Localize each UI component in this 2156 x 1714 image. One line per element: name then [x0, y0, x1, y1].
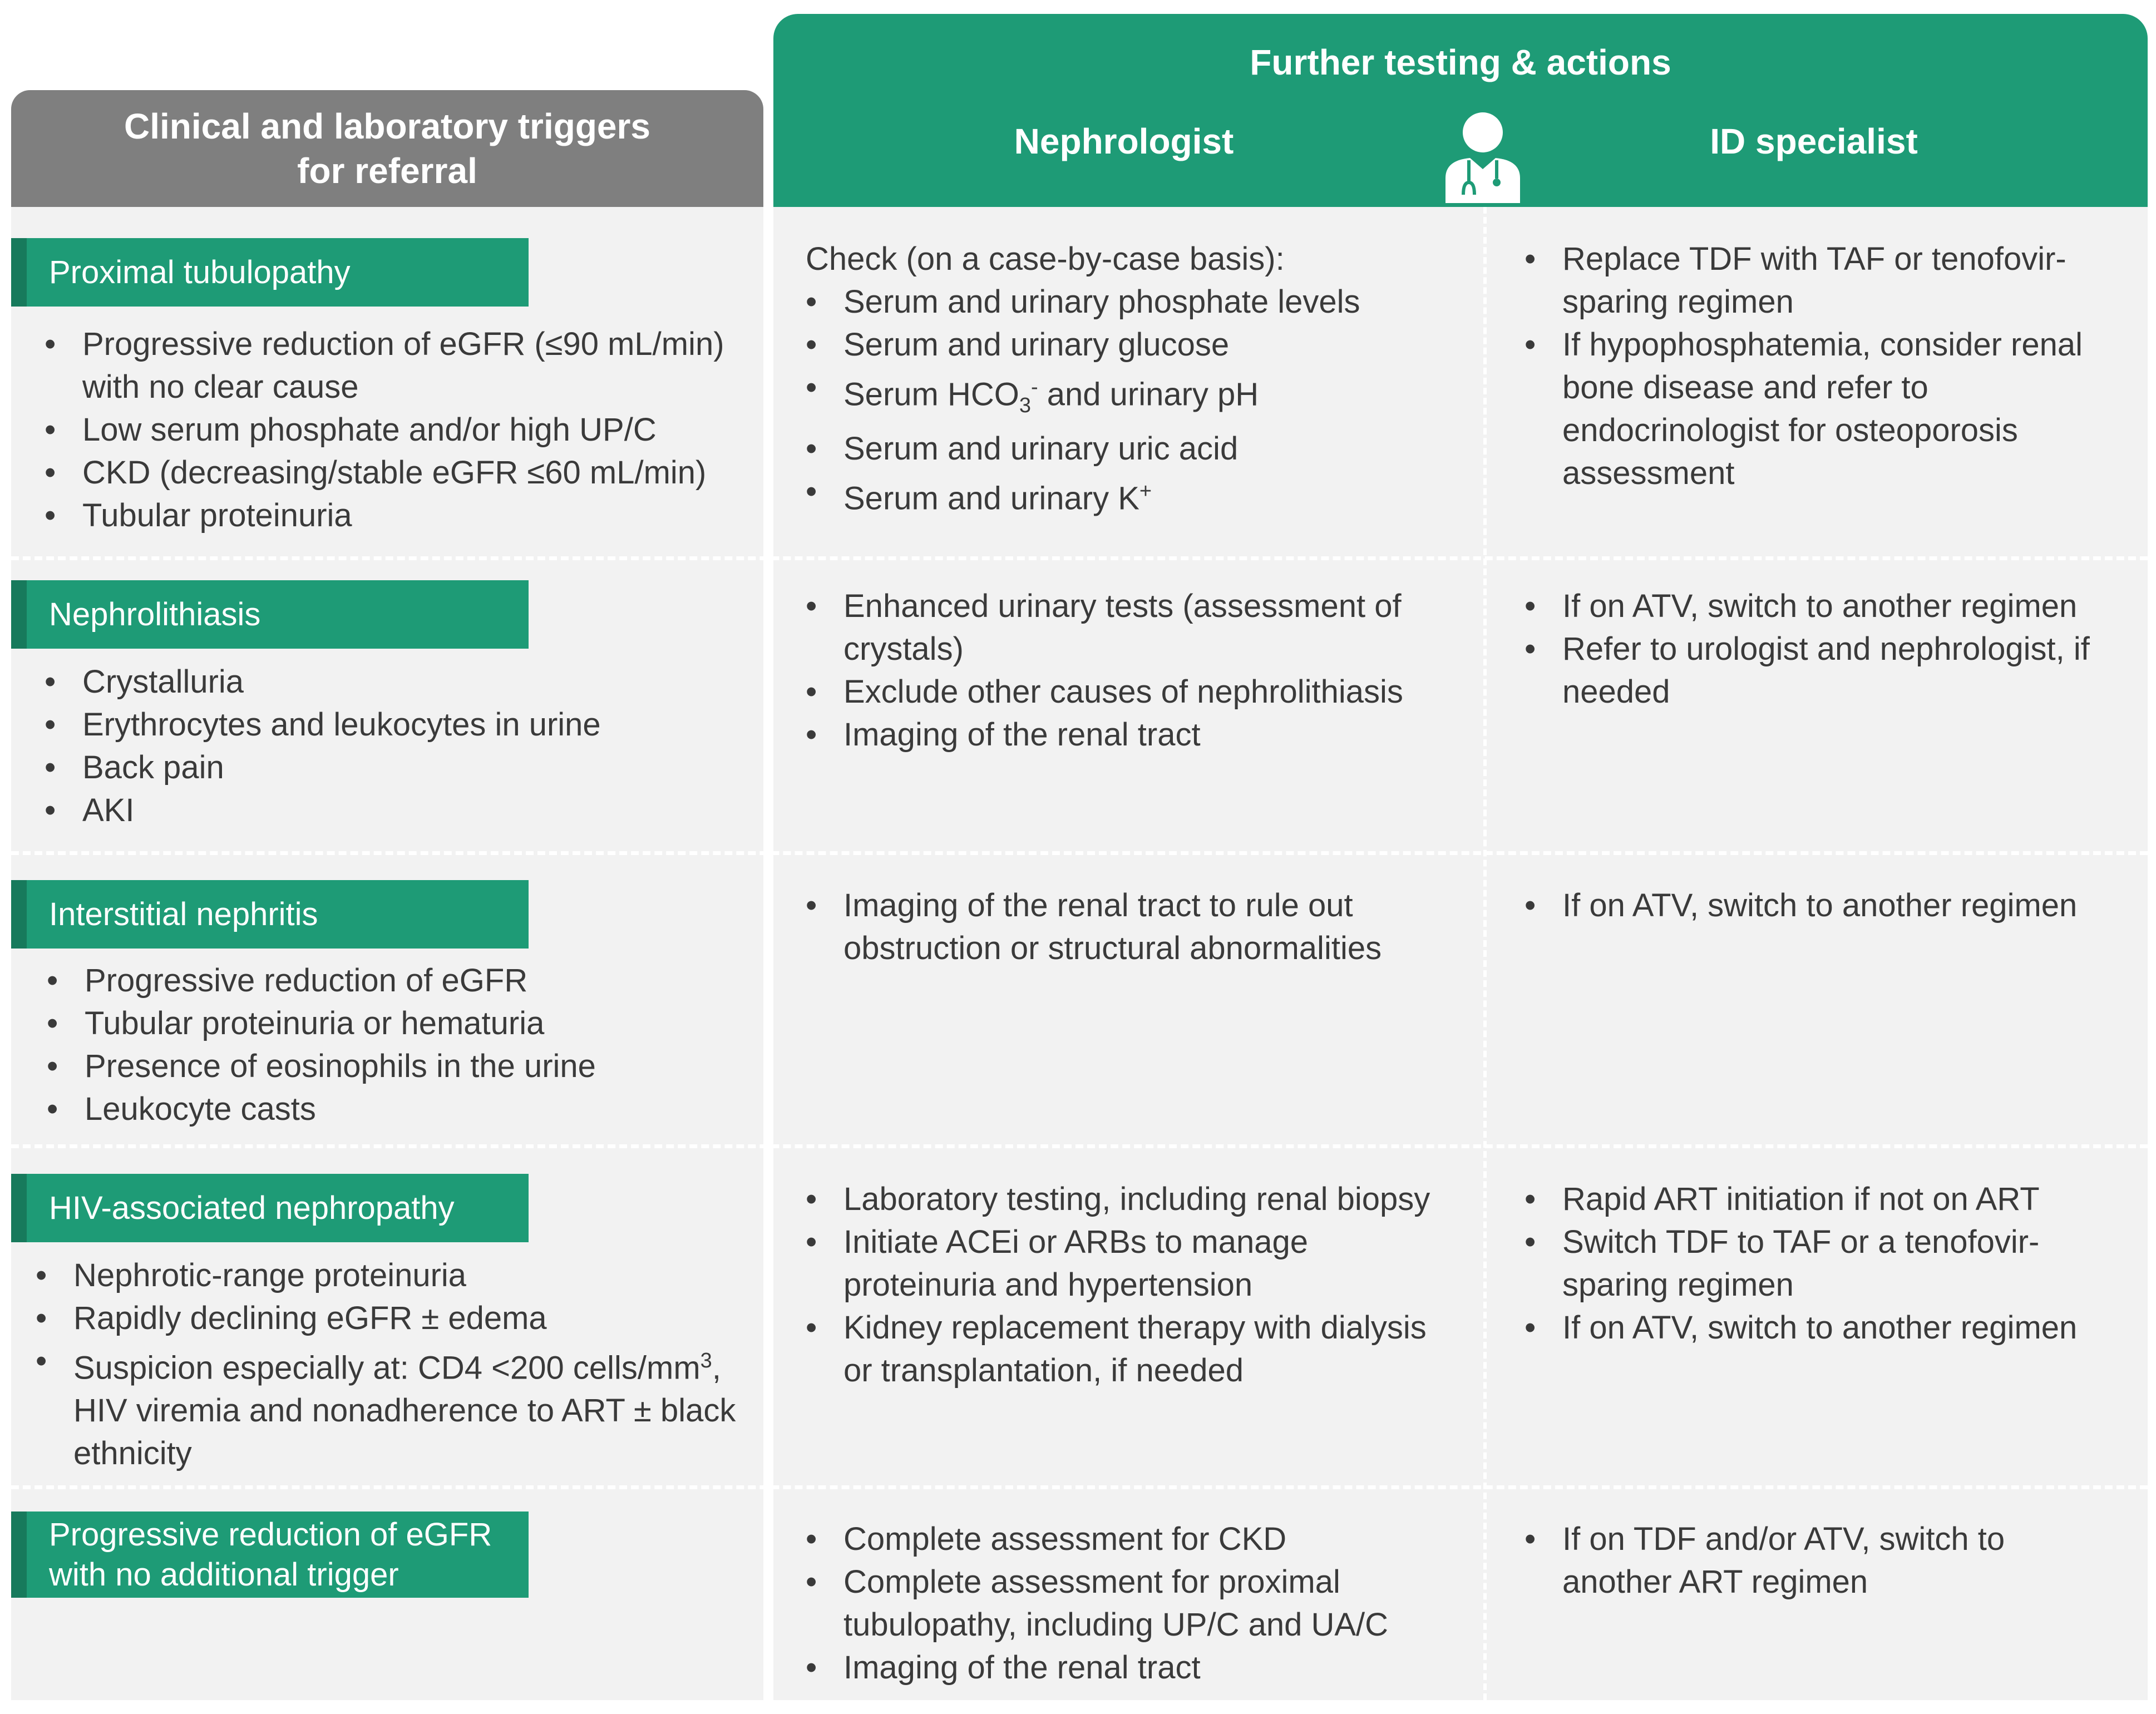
trigger-criteria-list [47, 959, 753, 1130]
actions-header [773, 14, 2148, 207]
list-item: • Switch TDF to TAF or a tenofovir-sparing regimen [1525, 1221, 2137, 1306]
list-item: • Exclude other causes of nephrolithiasis [806, 670, 1418, 713]
doctor-icon [1441, 111, 1525, 203]
list-item: • Complete assessment for CKD [806, 1518, 1434, 1560]
nephrologist-header: Nephrologist [1014, 121, 1234, 161]
trigger-label: Proximal tubulopathy [49, 254, 351, 290]
row-divider [11, 556, 2148, 560]
list-item: • Imaging of the renal tract to rule out obstruction or structural abnormalities [806, 884, 1395, 970]
list-item: • Back pain [45, 746, 751, 789]
list-item: • Progressive reduction of eGFR (≤90 mL/min) with no clear cause [45, 323, 751, 408]
list-item: • Kidney replacement therapy with dialysis or transplantation, if needed [806, 1306, 1462, 1392]
trigger-criteria-list [45, 323, 751, 537]
list-item: • Laboratory testing, including renal biopsy [806, 1178, 1462, 1221]
list-item: • Serum and urinary phosphate levels [806, 280, 1473, 323]
trigger-label: Nephrolithiasis [49, 596, 261, 633]
trigger-tag-hiv-associated-nephropathy [11, 1174, 529, 1242]
nephrologist-actions-list [806, 1178, 1462, 1392]
row-divider [11, 1485, 2148, 1489]
nephrologist-actions-list [806, 585, 1418, 756]
list-item: • Crystalluria [45, 660, 751, 703]
list-item: • Tubular proteinuria or hematuria [47, 1002, 753, 1045]
list-item: • If hypophosphatemia, consider renal bone disease and refer to endocrinologist for osteoporosis assessment [1525, 323, 2125, 495]
list-item: • Rapidly declining eGFR ± edema [36, 1297, 753, 1340]
id-specialist-header: ID specialist [1710, 121, 1918, 161]
list-item: • CKD (decreasing/stable eGFR ≤60 mL/min) [45, 451, 751, 494]
list-item: • Rapid ART initiation if not on ART [1525, 1178, 2137, 1221]
list-item: • If on TDF and/or ATV, switch to another ART regimen [1525, 1518, 2092, 1603]
nephrologist-intro: Check (on a case-by-case basis): [806, 241, 1285, 277]
nephrologist-actions-list [806, 280, 1473, 520]
list-item: • Imaging of the renal tract [806, 713, 1418, 756]
trigger-label: HIV-associated nephropathy [49, 1190, 455, 1226]
trigger-criteria-list [36, 1254, 753, 1475]
list-item: • Refer to urologist and nephrologist, if needed [1525, 628, 2137, 713]
list-item: • Leukocyte casts [47, 1088, 753, 1130]
list-item: • Enhanced urinary tests (assessment of crystals) [806, 585, 1418, 670]
id-specialist-actions-list [1525, 1178, 2137, 1349]
list-item: • Presence of eosinophils in the urine [47, 1045, 753, 1088]
list-item: • Nephrotic-range proteinuria [36, 1254, 753, 1297]
id-specialist-actions-list [1525, 884, 2137, 927]
nephrologist-actions-list [806, 884, 1395, 970]
trigger-tag-proximal-tubulopathy [11, 238, 529, 307]
triggers-header-title: Clinical and laboratory triggers for referral [124, 106, 650, 191]
list-item: • Progressive reduction of eGFR [47, 959, 753, 1002]
id-specialist-actions-list [1525, 585, 2137, 713]
list-item: • Replace TDF with TAF or tenofovir-sparing regimen [1525, 238, 2125, 323]
list-item: • Low serum phosphate and/or high UP/C [45, 408, 751, 451]
list-item: • Serum and urinary glucose [806, 323, 1473, 366]
list-item: • Initiate ACEi or ARBs to manage proteinuria and hypertension [806, 1221, 1462, 1306]
trigger-tag-interstitial-nephritis [11, 880, 529, 949]
nephrologist-actions-list [806, 1518, 1434, 1689]
list-item: • Suspicion especially at: CD4 <200 cells/$mm^3$, HIV viremia and nonadherence to ART ± black ethnicity [36, 1340, 753, 1475]
list-item: • Erythrocytes and leukocytes in urine [45, 703, 751, 746]
list-item: • If on ATV, switch to another regimen [1525, 585, 2137, 628]
list-item: • Serum and urinary K+ [806, 470, 1473, 520]
id-specialist-actions-list [1525, 1518, 2092, 1603]
list-item: • Tubular proteinuria [45, 494, 751, 537]
column-divider [1483, 207, 1487, 1700]
list-item: • If on ATV, switch to another regimen [1525, 884, 2137, 927]
list-item: • Serum and urinary uric acid [806, 427, 1473, 470]
row-divider [11, 851, 2148, 855]
trigger-criteria-list [45, 660, 751, 832]
trigger-label: Progressive reduction of eGFR with no additional trigger [49, 1516, 492, 1593]
list-item: • Complete assessment for proximal tubulopathy, including UP/C and UA/C [806, 1560, 1434, 1646]
triggers-header [11, 90, 763, 207]
trigger-tag-progressive-egfr-reduction [11, 1512, 529, 1598]
id-specialist-actions-list [1525, 238, 2125, 495]
list-item: • If on ATV, switch to another regimen [1525, 1306, 2137, 1349]
list-item: • AKI [45, 789, 751, 832]
row-divider [11, 1144, 2148, 1148]
actions-header-title: Further testing & actions [1250, 42, 1671, 82]
trigger-label: Interstitial nephritis [49, 896, 318, 932]
list-item: • Imaging of the renal tract [806, 1646, 1434, 1689]
list-item: • Serum $HCO_3^-$ and urinary pH [806, 366, 1473, 427]
trigger-tag-nephrolithiasis [11, 580, 529, 649]
